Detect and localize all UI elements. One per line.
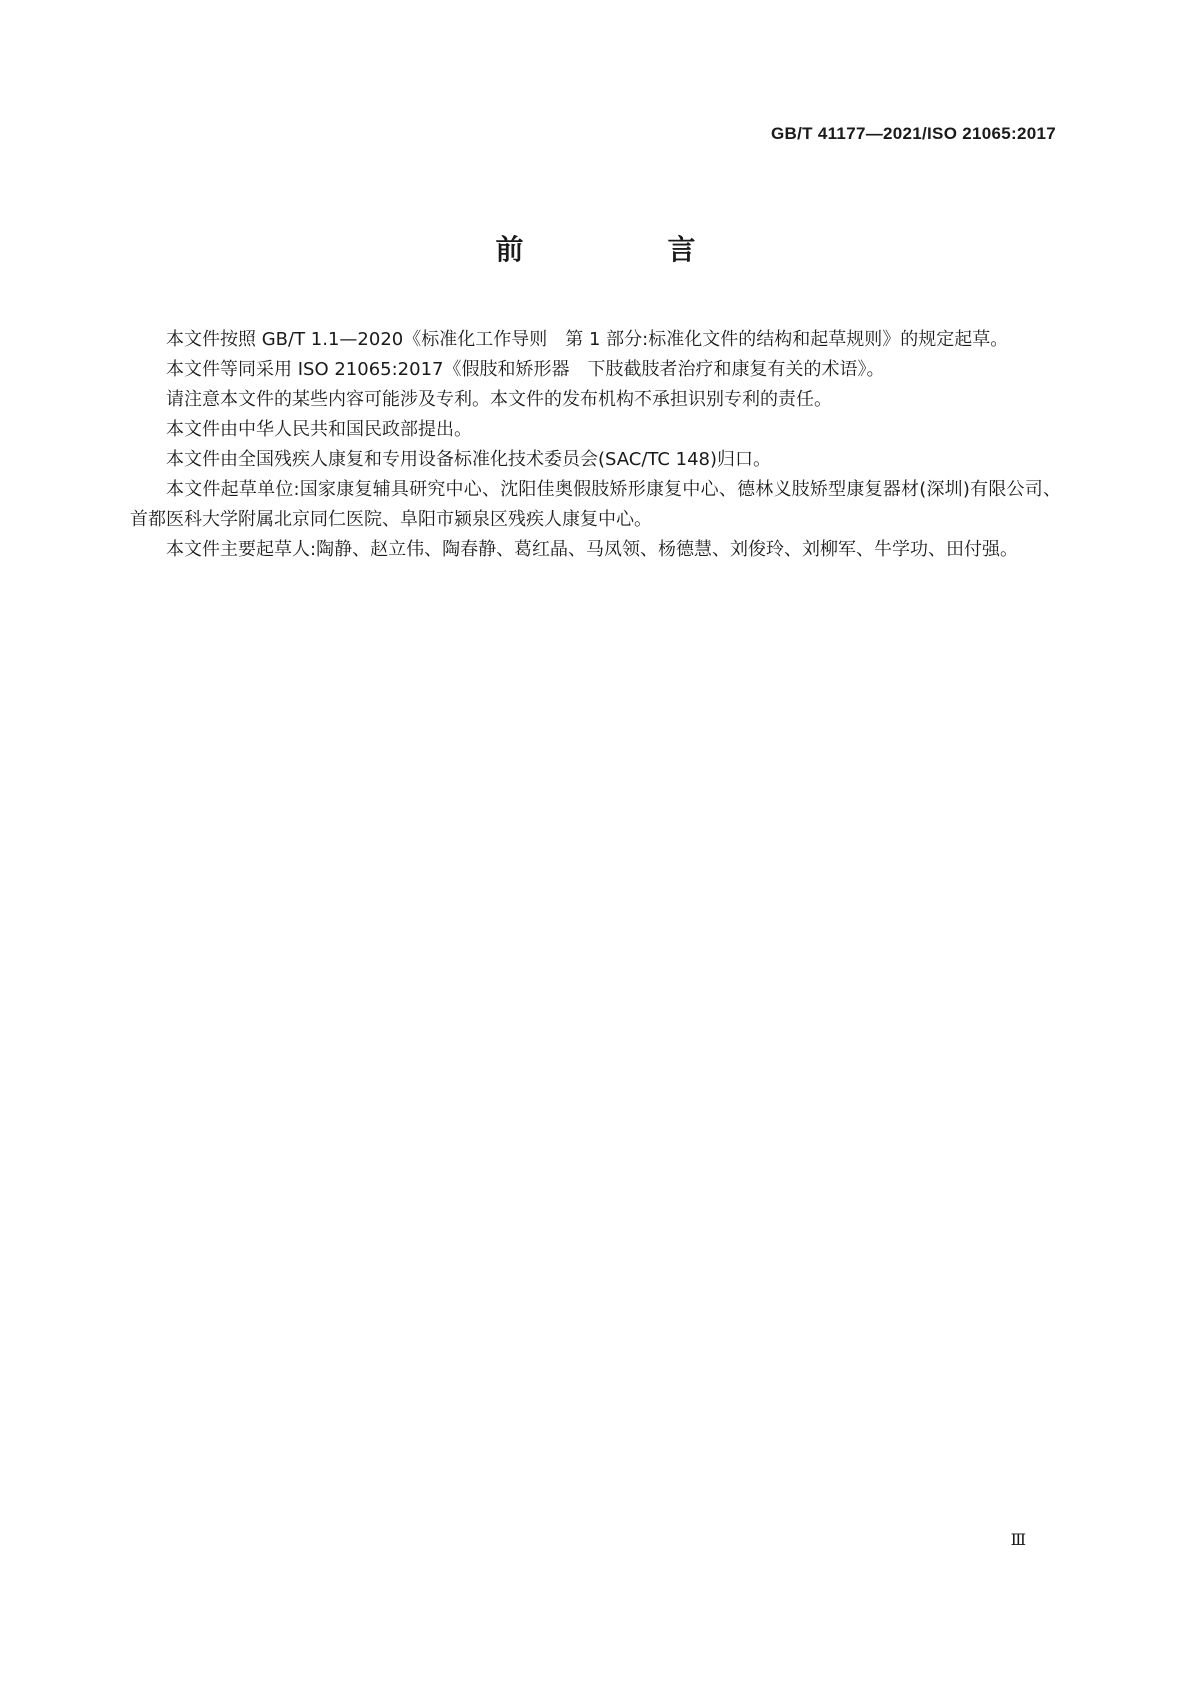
paragraph-proposer: 本文件由中华人民共和国民政部提出。 bbox=[166, 419, 472, 440]
paragraph-drafting-units: 本文件起草单位:国家康复辅具研究中心、沈阳佳奥假肢矫形康复中心、德林义肢矫型康复器材(深圳)有限公司、首都医科大学附属北京同仁医院、阜阳市颍泉区残疾人康复中心。 bbox=[130, 479, 1061, 530]
foreword-body bbox=[130, 325, 1061, 565]
paragraph-patent-notice: 请注意本文件的某些内容可能涉及专利。本文件的发布机构不承担识别专利的责任。 bbox=[166, 389, 832, 410]
standard-code: GB/T 41177—2021/ISO 21065:2017 bbox=[771, 124, 1056, 143]
page-title: 前 言 bbox=[495, 233, 754, 266]
paragraph-drafting-rules: 本文件按照 GB/T 1.1—2020《标准化工作导则 第 1 部分:标准化文件的结构和起草规则》的规定起草。 bbox=[166, 329, 1009, 350]
paragraph-drafters: 本文件主要起草人:陶静、赵立伟、陶春静、葛红晶、马凤领、杨德慧、刘俊玲、刘柳军、牛学功、田付强。 bbox=[166, 539, 1019, 560]
page-number: Ⅲ bbox=[1010, 1530, 1026, 1549]
paragraph-committee: 本文件由全国残疾人康复和专用设备标准化技术委员会(SAC/TC 148)归口。 bbox=[166, 449, 772, 470]
paragraph-adoption: 本文件等同采用 ISO 21065:2017《假肢和矫形器 下肢截肢者治疗和康复有关的术语》。 bbox=[166, 359, 885, 380]
